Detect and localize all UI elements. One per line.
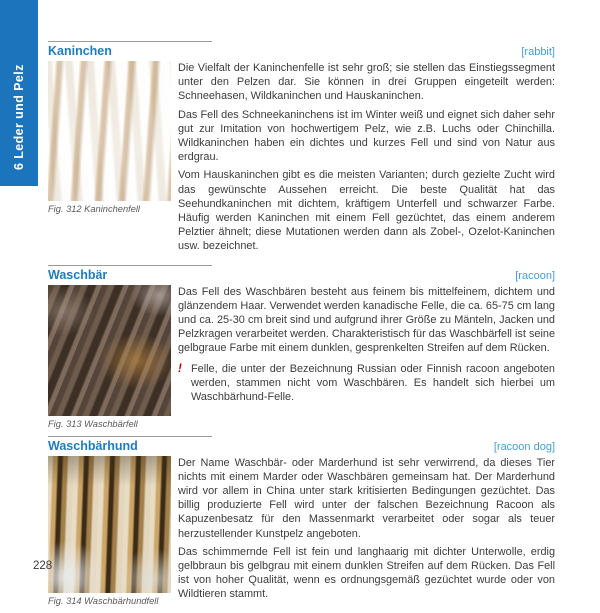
paragraph: Das Fell des Schneekaninchens ist im Winter weiß und eignet sich daher sehr gut zur Imitation von hochwertigem Pelz, wie z.B. Luchs oder Chinchilla. Wildkaninchen haben ein dichtes und kurzes Fell und sind von Natur aus erdgrau. — [178, 108, 555, 164]
section-waschbaer — [48, 265, 555, 429]
page-content — [48, 41, 555, 613]
section-kaninchen — [48, 41, 555, 258]
section-tag: [rabbit] — [521, 46, 555, 58]
figure — [48, 456, 171, 606]
section-text — [178, 285, 555, 429]
paragraph: Das schimmernde Fell ist fein und langhaarig mit dichter Unterwolle, erdig gelbbraun bis gelbgrau mit einem dunklen Streifen auf dem Rücken. Das Fell ist von hoher Qualität, wenn es ordnungsgemäß gezüchtet wurde oder von Wildtieren stammt. — [178, 545, 555, 601]
section-text — [178, 456, 555, 606]
figure-caption: Fig. 313 Waschbärfell — [48, 418, 138, 429]
page-number: 228 — [33, 560, 53, 572]
rabbit-fur-image — [48, 61, 171, 201]
raccoon-dog-fur-image — [48, 456, 171, 593]
section-header — [48, 268, 555, 282]
section-waschbaerhund — [48, 436, 555, 606]
section-body — [48, 285, 555, 429]
section-heading: Waschbärhund — [48, 438, 138, 453]
raccoon-fur-image — [48, 285, 171, 416]
paragraph: Die Vielfalt der Kaninchenfelle ist sehr groß; sie stellen das Einstiegssegment unter den Pelzen dar. Sie können in drei Gruppen eingeteilt werden: Schneehasen, Wildkaninchen und Hauskaninchen. — [178, 62, 555, 103]
section-heading: Kaninchen — [48, 44, 112, 58]
figure-caption: Fig. 314 Waschbärhundfell — [48, 595, 159, 606]
paragraph: Vom Hauskaninchen gibt es die meisten Varianten; durch gezielte Zucht wird das gewünschte Aussehen erreicht. Die beste Qualität hat das Seehundkaninchen mit dichtem, kräftigem Unterfell und schwarzer Farbe. Häufig werden Kaninchen mit einem Fell gezüchtet, das einem anderem Pelztier ähnelt; diese Mutationen werden dann als Zobel-, Ozelot-Kaninchen usw. bezeichnet. — [178, 169, 555, 253]
paragraph: Das Fell des Waschbären besteht aus feinem bis mittelfeinem, dichtem und glänzendem Haar. Verwendet werden kanadische Felle, die ca. 65-75 cm lang und ca. 25-30 cm breit sind und aufgrund ihrer Größe zu Mänteln, Jacken und Pelzkragen verarbeitet werden. Charakteristisch für das Waschbärfell ist seine gelbgraue Farbe mit einem dunklen, gesprenkelten Streifen auf dem Rücken. — [178, 285, 555, 355]
figure-caption: Fig. 312 Kaninchenfell — [48, 204, 140, 214]
section-tag: [racoon dog] — [493, 440, 555, 453]
section-header — [48, 439, 555, 453]
section-body — [48, 456, 555, 606]
section-rule — [48, 41, 212, 42]
section-header — [48, 44, 555, 58]
section-body — [48, 61, 555, 258]
note-text: Felle, die unter der Bezeichnung Russian oder Finnish racoon angeboten werden, stammen nicht vom Waschbären. Es handelt sich hierbei um Waschbärhund-Felle. — [191, 362, 555, 404]
section-rule — [48, 436, 212, 437]
figure — [48, 61, 171, 258]
section-rule — [48, 265, 212, 266]
chapter-tab: 6 Leder und Pelz — [0, 0, 38, 186]
figure — [48, 285, 171, 429]
exclamation-icon: ! — [178, 362, 182, 375]
section-tag: [racoon] — [515, 269, 555, 282]
warning-note — [178, 362, 555, 405]
section-text — [178, 61, 555, 258]
paragraph: Der Name Waschbär- oder Marderhund ist sehr verwirrend, da dieses Tier nichts mit einem Marder oder Waschbären gemeinsam hat. Der Marderhund wird vor allem in China unter stark kritisierten Bedingungen gezüchtet. Das billig produzierte Fell wird unter der falschen Bezeichnung Racoon als Kapuzenbesatz für den Massenmarkt verarbeitet oder sogar als teuer herzustellender Kunstpelz angeboten. — [178, 456, 555, 540]
section-heading: Waschbär — [48, 267, 108, 282]
